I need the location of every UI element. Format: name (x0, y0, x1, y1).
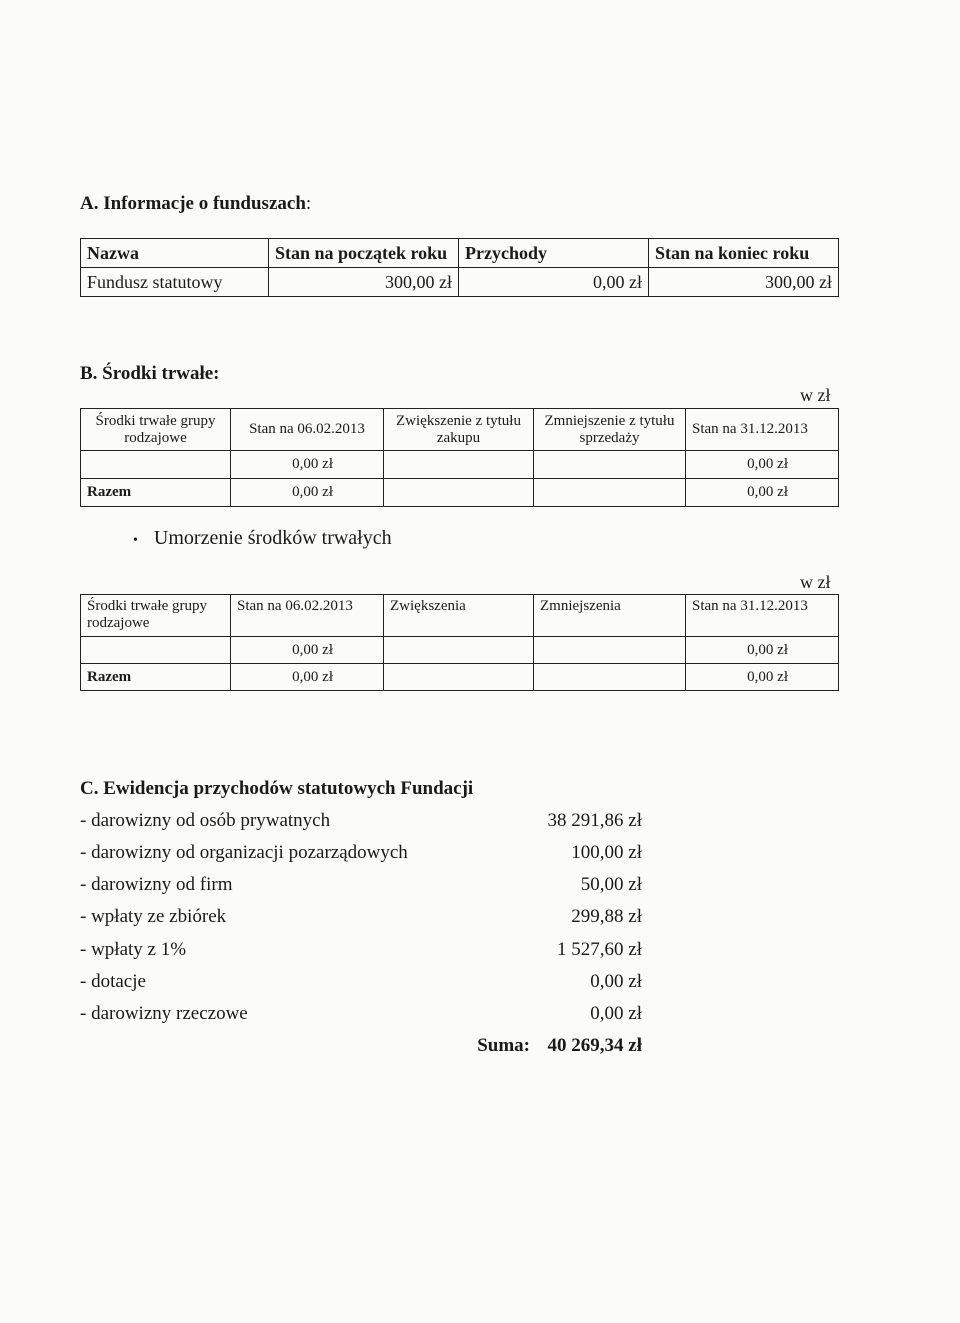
total-decrease (534, 479, 686, 507)
header-end-date: Stan na 31.12.2013 (686, 409, 839, 451)
total-end: 0,00 zł (686, 479, 839, 507)
cell-start: 0,00 zł (231, 637, 384, 664)
header-increase: Zwiększenia (384, 595, 534, 637)
total-start: 0,00 zł (231, 479, 384, 507)
revenue-item-label: - darowizny od firm (80, 874, 233, 895)
cell-increase (384, 451, 534, 479)
sum-value: 40 269,34 zł (547, 1035, 642, 1056)
cell-group (81, 637, 231, 664)
revenue-item-value: 0,00 zł (590, 971, 642, 992)
header-end: Stan na koniec roku (649, 239, 839, 268)
revenue-item-label: - darowizny od osób prywatnych (80, 810, 331, 831)
revenue-item-label: - wpłaty z 1% (80, 939, 187, 960)
fund-name: Fundusz statutowy (81, 268, 269, 297)
table-total-row (81, 479, 839, 507)
fund-end-value: 300,00 zł (649, 268, 839, 297)
total-start: 0,00 zł (231, 664, 384, 691)
revenue-item-value: 38 291,86 zł (547, 810, 642, 831)
umorzenie-title: Umorzenie środków trwałych (153, 527, 392, 549)
revenue-item-label: - darowizny rzeczowe (80, 1003, 248, 1024)
header-start-date: Stan na 06.02.2013 (231, 409, 384, 451)
sum-label: Suma: (477, 1035, 530, 1056)
funds-table (80, 238, 839, 297)
fund-start-value: 300,00 zł (269, 268, 459, 297)
header-end-date: Stan na 31.12.2013 (686, 595, 839, 637)
total-end: 0,00 zł (686, 664, 839, 691)
revenue-item-label: - dotacje (80, 971, 146, 992)
total-decrease (534, 664, 686, 691)
total-increase (384, 664, 534, 691)
section-c-heading: C. Ewidencja przychodów statutowych Fundacji (80, 778, 474, 799)
depreciation-table (80, 594, 839, 691)
header-start: Stan na początek roku (269, 239, 459, 268)
cell-decrease (534, 637, 686, 664)
header-decrease: Zmniejszenia (534, 595, 686, 637)
cell-start: 0,00 zł (231, 451, 384, 479)
umorzenie-unit: w zł (800, 572, 831, 592)
bullet-icon: • (133, 533, 138, 548)
revenue-item-value: 1 527,60 zł (557, 939, 642, 960)
section-a-heading: A. Informacje o funduszach: (80, 193, 312, 214)
total-increase (384, 479, 534, 507)
table-row (81, 637, 839, 664)
table-total-row (81, 664, 839, 691)
revenue-item-label: - darowizny od organizacji pozarządowych (80, 842, 408, 863)
header-decrease: Zmniejszenie z tytułu sprzedaży (534, 409, 686, 451)
header-group: Środki trwałe grupy rodzajowe (81, 595, 231, 637)
section-b-heading: B. Środki trwałe: (80, 363, 220, 384)
revenue-item-value: 100,00 zł (571, 842, 642, 863)
table-header-row (81, 595, 839, 637)
table-header-row (81, 239, 839, 268)
header-nazwa: Nazwa (81, 239, 269, 268)
header-group: Środki trwałe grupy rodzajowe (81, 409, 231, 451)
cell-group (81, 451, 231, 479)
total-label: Razem (81, 479, 231, 507)
table-row (81, 268, 839, 297)
header-start-date: Stan na 06.02.2013 (231, 595, 384, 637)
fund-income-value: 0,00 zł (459, 268, 649, 297)
header-increase: Zwiększenie z tytułu zakupu (384, 409, 534, 451)
table-row (81, 451, 839, 479)
umorzenie-heading (133, 527, 392, 550)
header-income: Przychody (459, 239, 649, 268)
revenue-item-value: 0,00 zł (590, 1003, 642, 1024)
revenue-item-value: 299,88 zł (571, 906, 642, 927)
cell-end: 0,00 zł (686, 637, 839, 664)
fixed-assets-table (80, 408, 839, 507)
table-header-row (81, 409, 839, 451)
section-b-unit: w zł (800, 385, 831, 405)
cell-end: 0,00 zł (686, 451, 839, 479)
total-label: Razem (81, 664, 231, 691)
revenue-item-label: - wpłaty ze zbiórek (80, 906, 227, 927)
revenue-item-value: 50,00 zł (580, 874, 642, 895)
cell-increase (384, 637, 534, 664)
cell-decrease (534, 451, 686, 479)
